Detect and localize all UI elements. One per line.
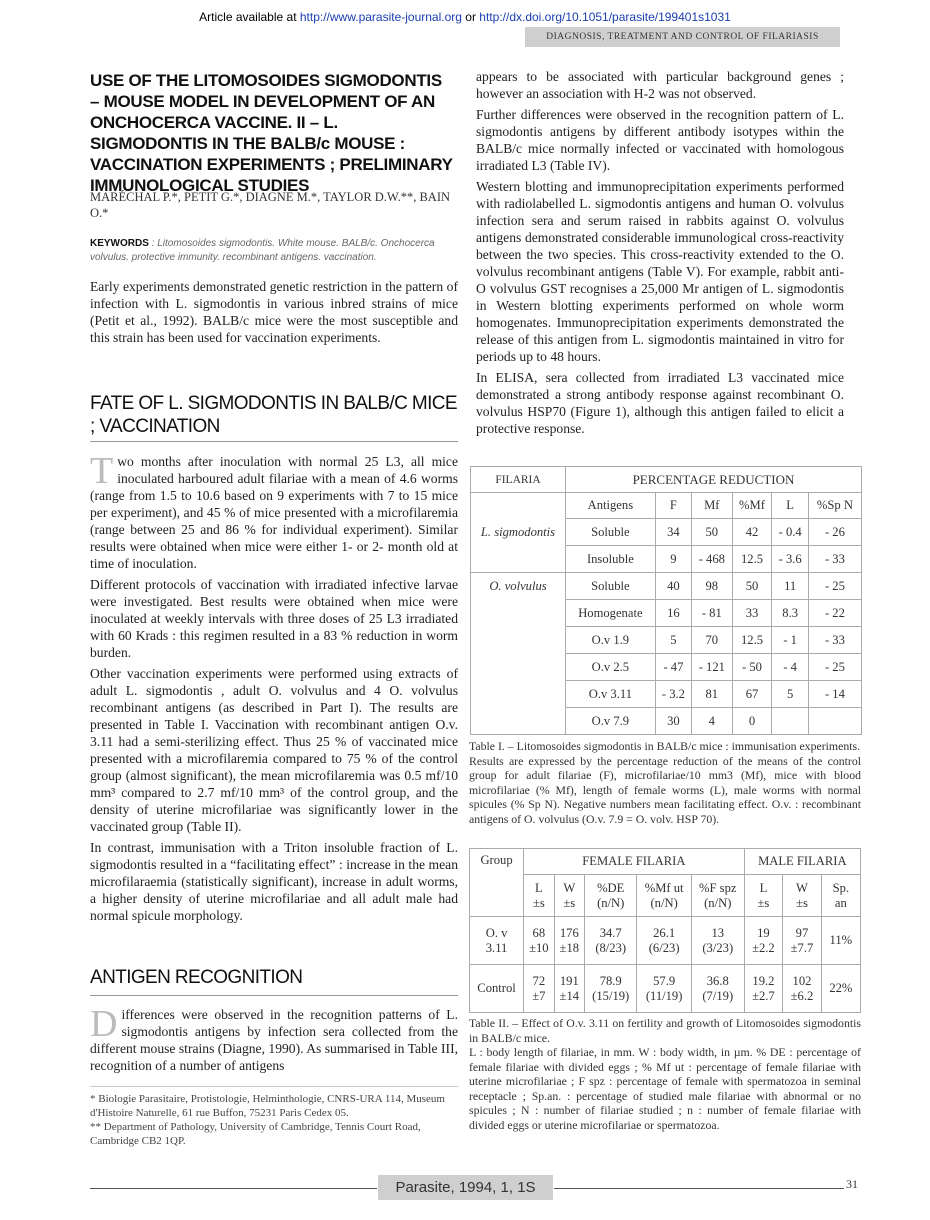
table1-col: %Mf	[732, 493, 772, 519]
running-head: DIAGNOSIS, TREATMENT AND CONTROL OF FILARIASIS	[525, 27, 840, 47]
paragraph: Further differences were observed in the recognition pattern of L. sigmodontis antigens by different antibody isotypes within the BALB/c mice normally infected or vaccinated with homologous irradiated L3 (Table IV).	[476, 107, 844, 173]
table1-col: Mf	[692, 493, 732, 519]
table-cell	[821, 965, 860, 1013]
table-row	[471, 573, 862, 600]
table-cell: - 1	[772, 627, 808, 654]
availability-prefix: Article available at	[199, 10, 300, 24]
article-title: USE OF THE LITOMOSOIDES SIGMODONTIS – MOUSE MODEL IN DEVELOPMENT OF AN ONCHOCERCA VACCINE. II – L. SIGMODONTIS IN THE BALB/c MOUSE : VACCINATION EXPERIMENTS ; PRELIMINARY IMMUNOLOGICAL STUDIES	[90, 71, 453, 195]
table-cell	[783, 917, 822, 965]
table-cell: - 26	[808, 519, 861, 546]
cell-line: ±s	[563, 895, 576, 910]
table-cell: Soluble	[566, 573, 656, 600]
footer-rule-right	[554, 1188, 844, 1189]
table1-caption-block	[469, 739, 861, 826]
table-cell: 5	[772, 681, 808, 708]
cell-line: O. v	[485, 925, 508, 940]
table-cell	[691, 965, 744, 1013]
table-cell: - 468	[692, 546, 732, 573]
section-rule	[90, 441, 458, 442]
cell-line: 26.1	[653, 925, 676, 940]
cell-line: 102	[792, 973, 812, 988]
cell-line: 57.9	[653, 973, 676, 988]
table-cell: 30	[655, 708, 691, 735]
table-cell: Insoluble	[566, 546, 656, 573]
table1-header-percent: PERCENTAGE REDUCTION	[566, 467, 862, 493]
availability-or: or	[461, 10, 480, 24]
table2-header-male: MALE FILARIA	[744, 849, 860, 875]
right-column-text	[476, 68, 844, 441]
table2-caption: Table II. – Effect of O.v. 3.11 on fertility and growth of Litomosoides sigmodontis in BALB/c mice.	[469, 1016, 861, 1045]
section-rule	[90, 995, 458, 996]
table-cell	[524, 875, 554, 917]
cell-line: 11%	[829, 933, 853, 947]
table-cell: 98	[692, 573, 732, 600]
table-cell: O.v 3.11	[566, 681, 656, 708]
table-cell	[744, 917, 783, 965]
cell-line: L	[759, 880, 768, 895]
table-cell: Homogenate	[566, 600, 656, 627]
table-cell	[585, 875, 637, 917]
footnote-2: ** Department of Pathology, University of Cambridge, Tennis Court Road, Cambridge CB2 1QP.	[90, 1121, 421, 1147]
parasite-journal-link[interactable]: http://www.parasite-journal.org	[299, 10, 462, 24]
table-2	[469, 848, 861, 1013]
table-cell: 50	[732, 573, 772, 600]
cell-line: Sp.	[832, 880, 850, 895]
table-cell	[585, 917, 637, 965]
table-cell	[808, 708, 861, 735]
table1-caption: Table I. – Litomosoides sigmodontis in BALB/c mice : immunisation experiments.	[469, 739, 861, 753]
cell-line: (n/N)	[704, 895, 732, 910]
table2-caption-block	[469, 1016, 861, 1132]
table-cell: O.v 2.5	[566, 654, 656, 681]
availability-line	[0, 10, 930, 24]
table-cell	[524, 917, 554, 965]
table-cell	[554, 875, 584, 917]
table-cell: - 81	[692, 600, 732, 627]
table1-group-lsig: L. sigmodontis	[471, 493, 566, 573]
cell-line: 19	[757, 925, 770, 940]
table-cell: 0	[732, 708, 772, 735]
table-cell: 50	[692, 519, 732, 546]
paragraph: Other vaccination experiments were performed using extracts of adult L. sigmodontis , adult O. volvulus and 4 O. volvulus recombinant antigens (as described in Part I). The results are presented in Table I. Vaccination with recombinant antigen O.v. 3.11 had a semi-sterilizing effect. Thus 25 % of vaccinated mice presented with a microfilaremia compared to 75 % of the control group (almost significant), the mean microfilaremia was 0.5 mf/10 mm³ compared to 2.7 mf/10 mm³ of the control group, and the density of uterine microfilariae was significantly lower in the vaccinated group (Table II).	[90, 666, 458, 834]
keywords-text: : Litomosoides sigmodontis. White mouse. BALB/c. Onchocerca volvulus. protective immunity. recombinant antigens. vaccination.	[90, 238, 435, 263]
cell-line: ±18	[559, 940, 580, 955]
cell-line: 97	[795, 925, 809, 940]
cell-line: 13	[711, 925, 725, 940]
cell-line: (15/19)	[592, 988, 630, 1003]
table-cell: - 25	[808, 654, 861, 681]
cell-line: ±7.7	[790, 940, 814, 955]
table-cell: 16	[655, 600, 691, 627]
table1-notes: Results are expressed by the percentage reduction of the means of the control group for adult filariae (F), microfilariae/10 mm3 (Mf), mice with blood microfilariae (% Mf), length of female worms (L), male worms with normal spicules (% Sp N). Negative numbers mean facilitating effect. O.v. : recombinant antigens of O. volvulus (O.v. 7.9 = O. volv. HSP 70).	[469, 753, 861, 826]
cell-line: ±14	[559, 988, 580, 1003]
cell-line: %F spz	[699, 880, 737, 895]
table-cell	[691, 875, 744, 917]
cell-line: 78.9	[599, 973, 622, 988]
table-cell: - 33	[808, 627, 861, 654]
table-cell: 12.5	[732, 627, 772, 654]
doi-link[interactable]: http://dx.doi.org/10.1051/parasite/199401s1031	[479, 10, 731, 24]
keywords	[90, 237, 455, 265]
table-cell: 70	[692, 627, 732, 654]
table-cell	[585, 965, 637, 1013]
table-cell	[783, 965, 822, 1013]
table-cell: - 47	[655, 654, 691, 681]
table-cell	[637, 917, 692, 965]
cell-line: ±6.2	[790, 988, 814, 1003]
paragraph: wo months after inoculation with normal 25 L3, all mice inoculated harboured adult filariae with a mean of 4.6 worms (range from 1.5 to 10.6 based on 9 experiments with 7 to 15 mice per experiment), and 45 % of mice presented with a microfilaremia (range between 25 and 86 % for individual experiment). Similar results were obtained when mice were either 1- or 2- month old at time of inoculation.	[90, 454, 458, 571]
table-cell	[554, 917, 584, 965]
cell-line: (n/N)	[597, 895, 625, 910]
table-cell: Soluble	[566, 519, 656, 546]
table-cell: - 0.4	[772, 519, 808, 546]
cell-line: (3/23)	[702, 940, 734, 955]
cell-line: ±2.2	[752, 940, 775, 955]
table-cell: 42	[732, 519, 772, 546]
cell-line: Control	[477, 981, 516, 995]
table-cell: - 3.2	[655, 681, 691, 708]
table-cell	[744, 875, 783, 917]
cell-line: 176	[559, 925, 579, 940]
keywords-label: KEYWORDS	[90, 238, 149, 249]
table-cell: 8.3	[772, 600, 808, 627]
authors: MARÉCHAL P.*, PETIT G.*, DIAGNE M.*, TAYLOR D.W.**, BAIN O.*	[90, 190, 451, 220]
cell-line: 36.8	[706, 973, 729, 988]
table-cell: 4	[692, 708, 732, 735]
paragraph: ifferences were observed in the recognition patterns of L. sigmodontis antigens by infection sera collected from the different mouse strains (Diagne, 1990). As summarised in Table III, recognition of a number of antigens	[90, 1007, 458, 1073]
section-heading-antigen: ANTIGEN RECOGNITION	[90, 967, 303, 988]
cell-line: 72	[532, 973, 546, 988]
section-antigen-body	[90, 1003, 458, 1078]
section-fate-body	[90, 450, 458, 928]
table-cell: O.v 1.9	[566, 627, 656, 654]
footnotes	[90, 1092, 458, 1148]
table-cell	[772, 708, 808, 735]
table-cell: - 4	[772, 654, 808, 681]
paragraph: Different protocols of vaccination with irradiated infective larvae were investigated. Best results were obtained when mice were inoculated at weekly intervals with three doses of 25 L3 irradiated with 60 Krads : this regimen resulted in a 83 % reduction in worm burden.	[90, 577, 458, 660]
table1-col: %Sp N	[808, 493, 861, 519]
table1-col: L	[772, 493, 808, 519]
paragraph: In ELISA, sera collected from irradiated L3 vaccinated mice demonstrated a strong antibody response against recombinant O. volvulus HSP70 (Figure 1), although this antigen failed to elicit a protective response.	[476, 370, 844, 436]
cell-line: (6/23)	[648, 940, 680, 955]
cell-line: W	[563, 880, 576, 895]
table2-header-group: Group	[470, 849, 524, 917]
table-cell: 33	[732, 600, 772, 627]
table-row	[470, 965, 861, 1013]
dropcap: D	[90, 1003, 118, 1045]
table-cell: - 50	[732, 654, 772, 681]
intro-paragraph	[90, 278, 458, 350]
table-cell: - 3.6	[772, 546, 808, 573]
cell-line: ±s	[757, 895, 770, 910]
table-cell: 12.5	[732, 546, 772, 573]
page-number: 31	[846, 1177, 858, 1191]
table-cell	[744, 965, 783, 1013]
table1-group-ovol: O. volvulus	[471, 573, 566, 735]
table-cell	[821, 917, 860, 965]
cell-line: ±10	[529, 940, 549, 955]
cell-line: ±2.7	[752, 988, 775, 1003]
table-row	[470, 917, 861, 965]
table-cell	[637, 875, 692, 917]
cell-line: L	[534, 880, 543, 895]
cell-line: 3.11	[485, 940, 508, 955]
cell-line: ±s	[532, 895, 545, 910]
table-cell	[821, 875, 860, 917]
footer-journal: Parasite, 1994, 1, 1S	[378, 1175, 553, 1200]
table-cell: O.v 7.9	[566, 708, 656, 735]
cell-line: (n/N)	[650, 895, 678, 910]
table-1	[470, 466, 862, 735]
paragraph: Western blotting and immunoprecipitation experiments performed with radiolabelled L. sigmodontis antigens and human O. volvulus infection sera and serum raised in rabbits against O. volvulus antigens demonstrated considerable immunological cross-reactivity between the two species. This cross-reactivity extended to the O. volvulus recombinant antigens (Table V). For example, rabbit anti-O volvulus GST recognises a 25,000 Mr antigen of L. sigmodontis in Western blotting experiments performed on whole worm homogenates. Immunoprecipitation experiments demonstrated the release of this antigen from L. sigmodontis maintained in vitro for periods up to 48 hours.	[476, 179, 844, 364]
table-cell: - 22	[808, 600, 861, 627]
table-cell: 9	[655, 546, 691, 573]
table-cell: 67	[732, 681, 772, 708]
cell-line: W	[796, 880, 808, 895]
cell-line: 34.7	[599, 925, 622, 940]
cell-line: (11/19)	[645, 988, 683, 1003]
table-cell: - 14	[808, 681, 861, 708]
dropcap: T	[90, 450, 114, 492]
intro-text: Early experiments demonstrated genetic restriction in the pattern of infection with L. sigmodontis in various inbred strains of mice (Petit et al., 1992). BALB/c mice were the most susceptible and this strain has been used for vaccination experiments.	[90, 279, 458, 345]
cell-line: %DE	[597, 880, 625, 895]
cell-line: an	[834, 895, 847, 910]
cell-line: ±s	[796, 895, 808, 910]
table-cell	[554, 965, 584, 1013]
table-cell	[783, 875, 822, 917]
cell-line: 22%	[829, 981, 853, 995]
table-cell: - 33	[808, 546, 861, 573]
footer-rule-left	[90, 1188, 377, 1189]
paragraph: In contrast, immunisation with a Triton insoluble fraction of L. sigmodontis resulted in a “facilitating effect” : increase in the mean microfilaraemia (statistically significant), increase in adult worms, a higher density of uterine microfilariae and all adult male had normal spicule morphology.	[90, 840, 458, 923]
table-cell: - 121	[692, 654, 732, 681]
cell-line: %Mf ut	[644, 880, 684, 895]
table-cell	[470, 965, 524, 1013]
table-cell: 5	[655, 627, 691, 654]
table-cell	[637, 965, 692, 1013]
table1-col: Antigens	[566, 493, 656, 519]
cell-line: (7/19)	[702, 988, 734, 1003]
table2-header-female: FEMALE FILARIA	[524, 849, 745, 875]
table2-subheader	[470, 875, 861, 917]
section-heading-fate: FATE OF L. SIGMODONTIS IN BALB/C MICE ; VACCINATION	[90, 393, 458, 437]
table1-col: F	[655, 493, 691, 519]
table-cell	[470, 917, 524, 965]
table2-notes: L : body length of filariae, in mm. W : body width, in µm. % DE : percentage of female filariae with divided eggs ; % Mf ut : percentage of female filariae with uterine microfilariae ; F spz : percentage of female with spermatozoa in seminal receptacle ; Sp.an. : percentage of studied male filariae with abnormal or no spicules ; N : number of filariae studied ; n : number of female filariae with divided eggs or uterine microfilariae or spermatozoa.	[469, 1045, 861, 1132]
cell-line: ±7	[532, 988, 546, 1003]
table-cell: 34	[655, 519, 691, 546]
footnote-1: * Biologie Parasitaire, Protistologie, Helminthologie, CNRS-URA 114, Museum d'Histoire Naturelle, 61 rue Buffon, 75231 Paris Cedex 05.	[90, 1093, 445, 1119]
table-cell: 81	[692, 681, 732, 708]
table-cell: 11	[772, 573, 808, 600]
table-cell	[524, 965, 554, 1013]
cell-line: 191	[559, 973, 579, 988]
table1-header-filaria: FILARIA	[471, 467, 566, 493]
table-cell: - 25	[808, 573, 861, 600]
cell-line: 19.2	[752, 973, 775, 988]
cell-line: (8/23)	[595, 940, 627, 955]
cell-line: 68	[532, 925, 546, 940]
table-cell	[691, 917, 744, 965]
table-cell: 40	[655, 573, 691, 600]
footnote-rule	[90, 1086, 458, 1087]
paragraph: appears to be associated with particular background genes ; however an association with H-2 was not observed.	[476, 69, 844, 101]
